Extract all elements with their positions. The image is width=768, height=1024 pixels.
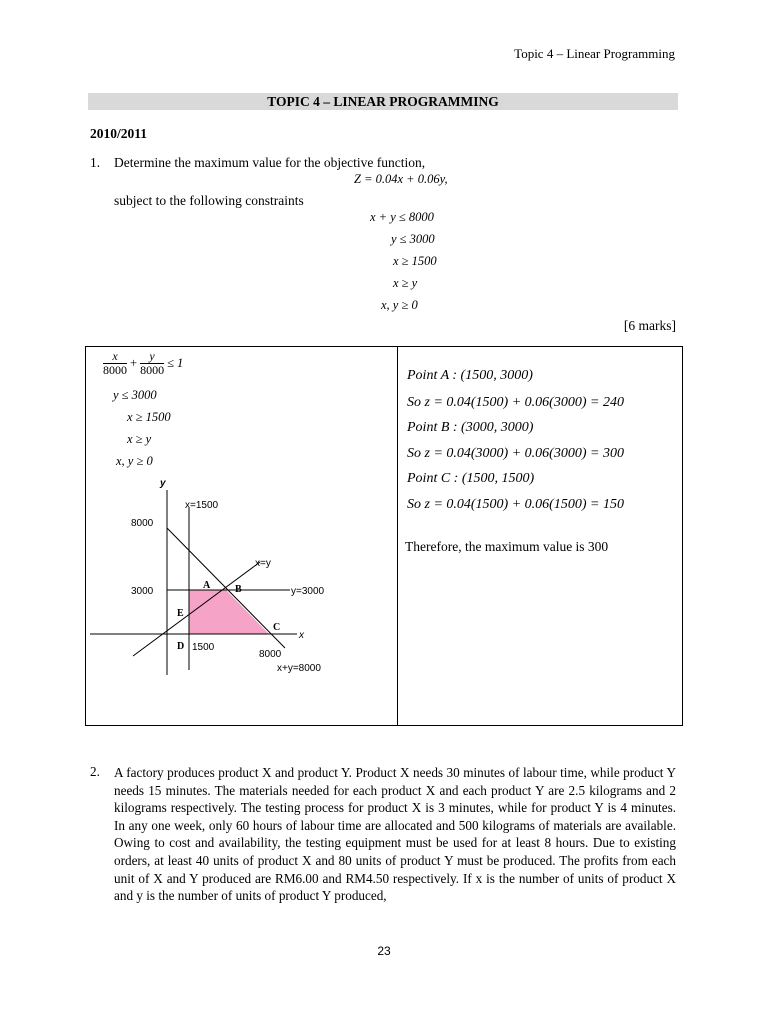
label-1500: 1500	[192, 642, 215, 653]
q1-number: 1.	[90, 155, 101, 170]
answer-constraint: x ≥ y	[127, 432, 152, 446]
frac-denominator: 8000	[103, 363, 127, 377]
q2-number: 2.	[90, 764, 100, 779]
q1-constraint: x + y ≤ 8000	[370, 210, 434, 224]
answer-constraint: y ≤ 3000	[113, 388, 157, 402]
fraction-x	[103, 350, 127, 377]
solution-line: So z = 0.04(1500) + 0.06(3000) = 240	[407, 395, 624, 410]
conclusion: Therefore, the maximum value is 300	[405, 539, 609, 554]
point-d-label: D	[177, 641, 185, 652]
feasible-region	[189, 590, 269, 634]
q1-marks: [6 marks]	[623, 318, 676, 333]
solution-line: Point A : (1500, 3000)	[407, 368, 533, 383]
solution-line: So z = 0.04(1500) + 0.06(1500) = 150	[407, 497, 624, 512]
label-8000-x: 8000	[259, 649, 282, 660]
section-year: 2010/2011	[90, 126, 148, 141]
y-axis-label: y	[160, 478, 166, 489]
solution-line: Point C : (1500, 1500)	[407, 471, 535, 486]
label-y3000: y=3000	[291, 586, 325, 597]
label-x-plus-y-8000: x+y=8000	[277, 663, 321, 674]
answer-constraint: x ≥ 1500	[127, 410, 171, 424]
leq-one: ≤ 1	[167, 356, 184, 370]
point-e-label: E	[177, 608, 184, 619]
solution-line: So z = 0.04(3000) + 0.06(3000) = 300	[407, 446, 624, 461]
solution-line: Point B : (3000, 3000)	[407, 420, 534, 435]
label-8000-y: 8000	[131, 518, 154, 529]
frac-denominator: 8000	[140, 363, 165, 377]
plus-sign: +	[130, 356, 138, 370]
label-3000: 3000	[131, 586, 154, 597]
point-c-label: C	[273, 622, 281, 633]
page-number: 23	[377, 944, 391, 958]
q1-constraint: x ≥ y	[393, 276, 418, 290]
feasible-region-graph	[85, 470, 395, 710]
q1-constraint: y ≤ 3000	[391, 232, 435, 246]
label-x1500: x=1500	[185, 500, 219, 511]
fraction-y	[140, 350, 164, 377]
q1-constraint: x, y ≥ 0	[381, 298, 418, 312]
topic-banner: TOPIC 4 – LINEAR PROGRAMMING	[88, 93, 678, 110]
answer-divider	[397, 346, 398, 726]
label-x-equals-y: x=y	[255, 558, 271, 569]
q1-subject-to: subject to the following constraints	[114, 193, 304, 208]
frac-numerator: x	[112, 349, 118, 363]
q2-text: A factory produces product X and product Y. Product X needs 30 minutes of labour time, while product Y needs 15 minutes. The materials needed for each product X and each product Y are 2.5 kilograms and 2 kilograms respectively. The testing process for product X is 3 minutes, while for product Y is 4 minutes. In any one week, only 60 hours of labour time are allocated and 500 kilograms of materials are available. Owing to cost and availability, the testing equipment must be used for at least 8 hours. Due to existing orders, at least 40 units of product X and 80 units of product Y must be produced. The profits from each unit of X and Y produced are RM6.00 and RM4.50 respectively. If x is the number of units of product X and y is the number of units of product Y produced,	[114, 765, 676, 904]
point-a-label: A	[203, 580, 211, 591]
x-axis-label: x	[299, 630, 304, 641]
answer-constraint: x, y ≥ 0	[116, 454, 153, 468]
running-header: Topic 4 – Linear Programming	[514, 46, 675, 61]
q1-stem: Determine the maximum value for the objective function,	[114, 155, 426, 170]
frac-numerator: y	[149, 349, 155, 363]
q1-constraint: x ≥ 1500	[393, 254, 437, 268]
point-b-label: B	[235, 584, 242, 595]
normalized-constraint	[103, 350, 183, 377]
q1-objective: Z = 0.04x + 0.06y,	[354, 172, 448, 186]
